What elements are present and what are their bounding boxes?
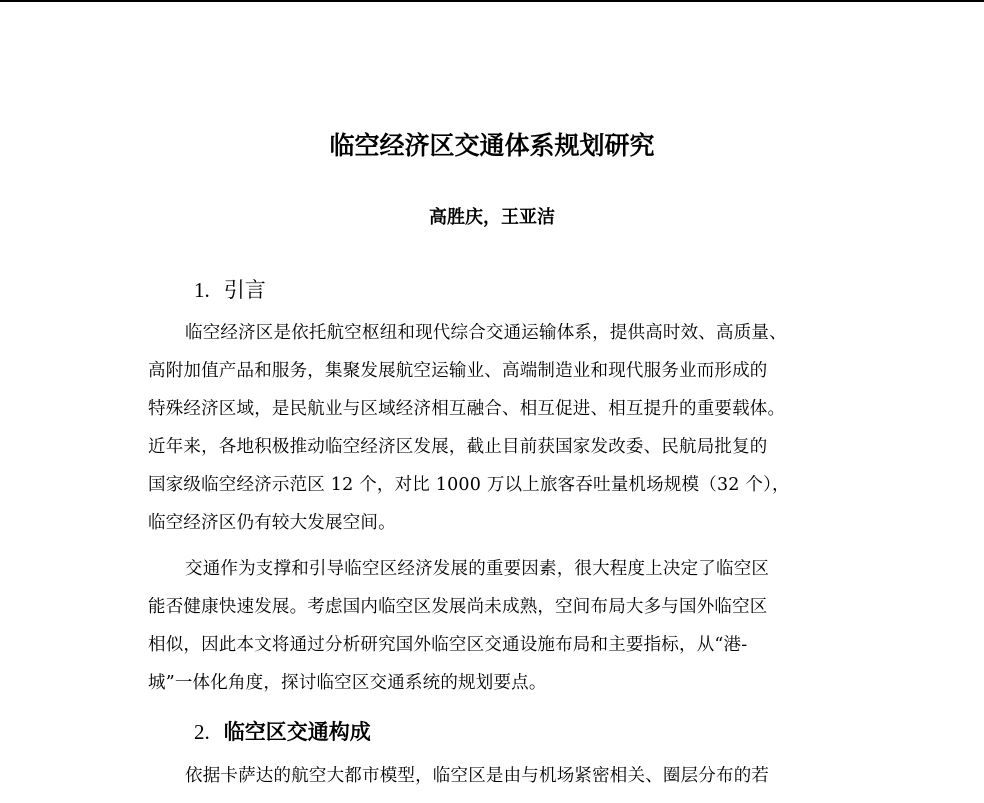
paper-title: 临空经济区交通体系规划研究 xyxy=(329,131,655,160)
paragraph-line: 高附加值产品和服务，集聚发展航空运输业、高端制造业和现代服务业而形成的 xyxy=(148,361,768,381)
paragraph-line: 国家级临空经济示范区 12 个，对比 1000 万以上旅客吞吐量机场规模（32 个）， xyxy=(148,475,790,495)
paragraph-traffic-composition-1 xyxy=(148,757,840,795)
section-heading-introduction xyxy=(194,275,266,305)
paragraph-line: 近年来，各地积极推动临空经济区发展，截止目前获国家发改委、民航局批复的 xyxy=(148,437,768,457)
section-heading-traffic-composition xyxy=(194,717,371,747)
paragraph-line: 依据卡萨达的航空大都市模型，临空区是由与机场紧密相关、圈层分布的若 xyxy=(185,766,770,786)
paragraph-line: 城”一体化角度，探讨临空区交通系统的规划要点。 xyxy=(148,673,547,693)
section-title: 引言 xyxy=(223,278,266,302)
section-number: 1. xyxy=(194,278,210,302)
paragraph-line: 临空经济区仍有较大发展空间。 xyxy=(148,513,396,533)
page-top-rule xyxy=(0,0,984,2)
paragraph-line: 能否健康快速发展。考虑国内临空区发展尚未成熟，空间布局大多与国外临空区 xyxy=(148,597,768,617)
paragraph-line: 相似，因此本文将通过分析研究国外临空区交通设施布局和主要指标，从“港- xyxy=(148,635,748,655)
paper-authors: 高胜庆，王亚洁 xyxy=(429,207,555,228)
paragraph-line: 交通作为支撑和引导临空区经济发展的重要因素，很大程度上决定了临空区 xyxy=(185,559,770,579)
paragraph-line: 临空经济区是依托航空枢纽和现代综合交通运输体系，提供高时效、高质量、 xyxy=(185,323,787,343)
section-title: 临空区交通构成 xyxy=(223,720,371,744)
paragraph-introduction-2 xyxy=(148,550,840,702)
section-number: 2. xyxy=(194,720,210,744)
paragraph-line: 特殊经济区域，是民航业与区域经济相互融合、相互促进、相互提升的重要载体。 xyxy=(148,399,786,419)
paragraph-introduction-1 xyxy=(148,314,840,542)
